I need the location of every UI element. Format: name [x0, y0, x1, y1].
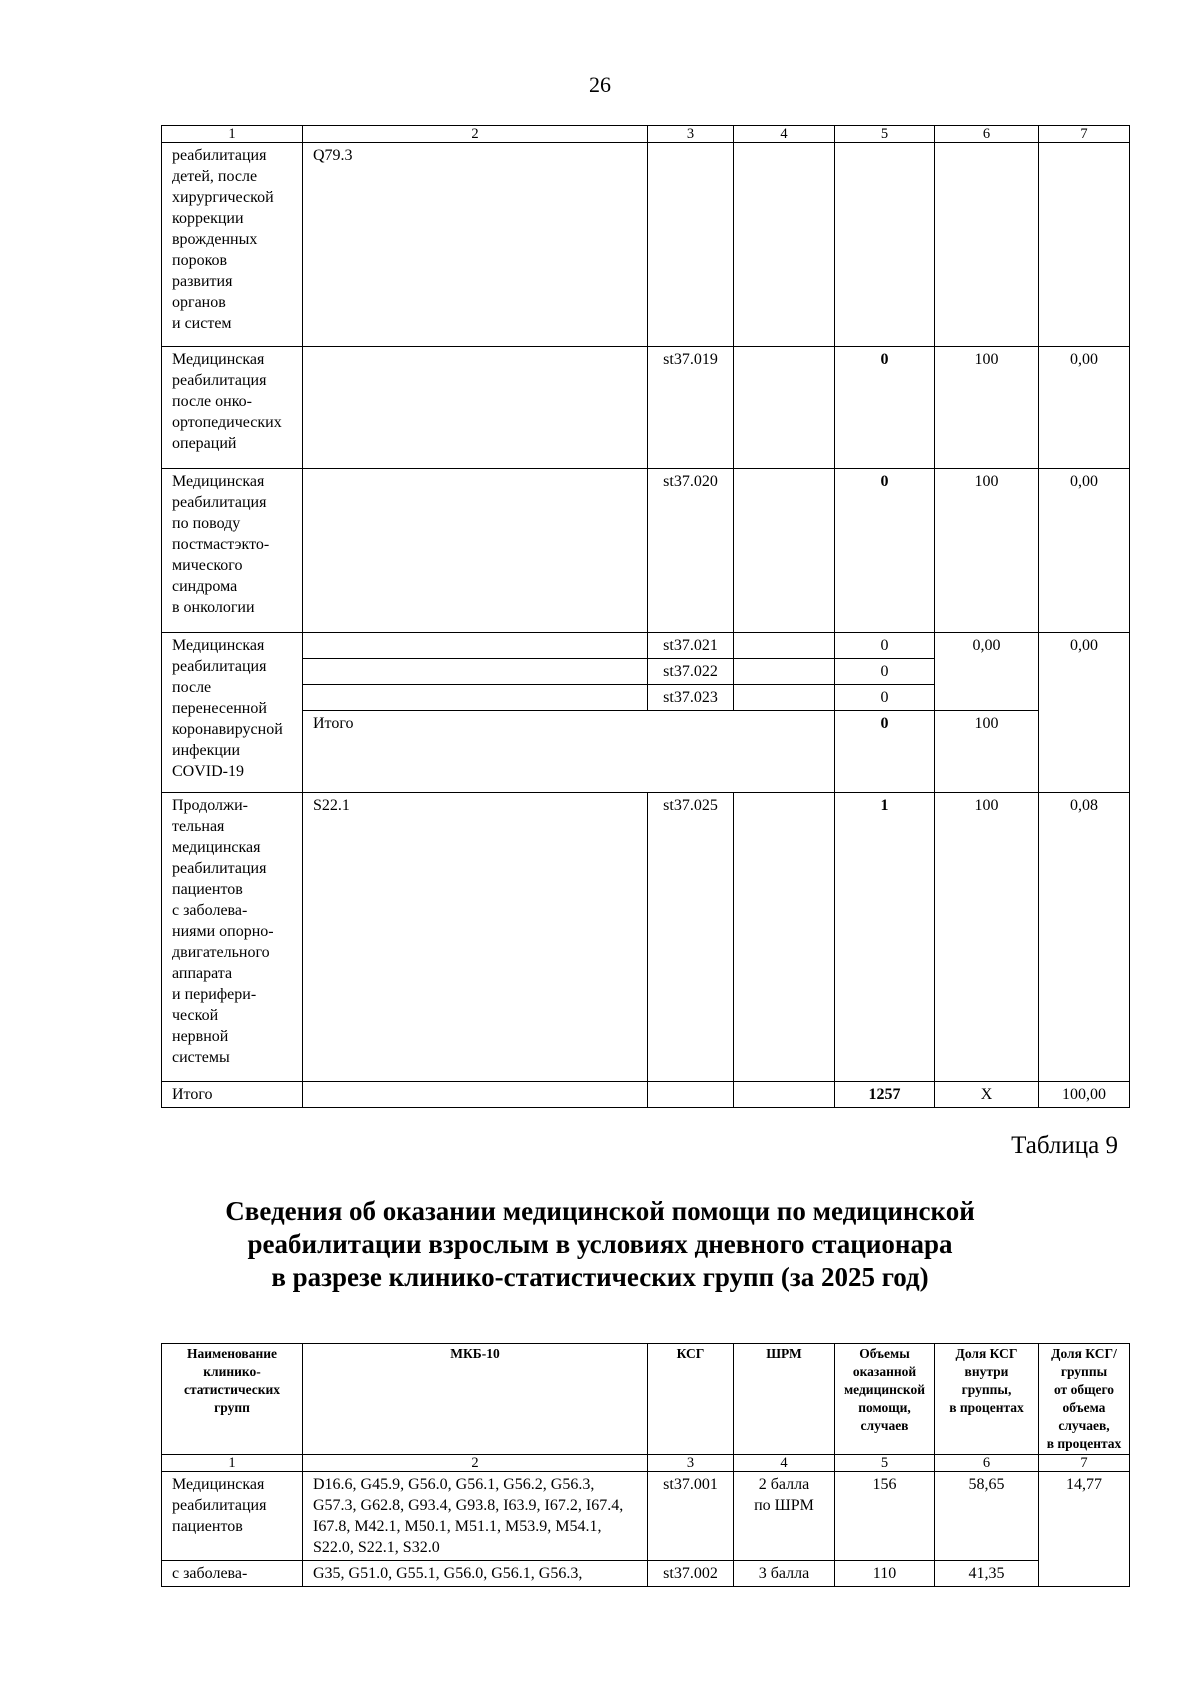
table-continuation: [161, 125, 1130, 1108]
header-share-in-group: Доля КСГ внутри группы, в процентах: [935, 1344, 1039, 1455]
share-total: 0,08: [1039, 793, 1130, 1082]
volume: 156: [835, 1472, 935, 1561]
mkb-codes: [303, 659, 648, 685]
table-row: [162, 347, 1130, 469]
col-number: 3: [648, 126, 734, 143]
header-volume: Объемы оказанной медицинской помощи, случаев: [835, 1344, 935, 1455]
mkb-codes: S22.1: [303, 793, 648, 1082]
mkb-codes: D16.6, G45.9, G56.0, G56.1, G56.2, G56.3, G57.3, G62.8, G93.4, G93.8, I63.9, I67.2, I67.4, I67.8, M42.1, M50.1, M51.1, M53.9, M54.1, S22.0, S22.1, S32.0: [303, 1472, 648, 1561]
share-in-group: 100: [935, 793, 1039, 1082]
col-number: 6: [935, 1455, 1039, 1472]
mkb-codes: [303, 633, 648, 659]
volume: 0: [835, 685, 935, 711]
ksg-code: st37.025: [648, 793, 734, 1082]
share-in-group: 100: [935, 469, 1039, 633]
volume: 0: [835, 469, 935, 633]
col-number: 7: [1039, 126, 1130, 143]
col-number: 6: [935, 126, 1039, 143]
volume: 0: [835, 659, 935, 685]
col-number: 5: [835, 1455, 935, 1472]
group-name: с заболева-: [162, 1561, 303, 1587]
header-group-name: Наименование клинико- статистических групп: [162, 1344, 303, 1455]
col-number: 1: [162, 126, 303, 143]
col-number: 1: [162, 1455, 303, 1472]
ksg-code: [648, 1082, 734, 1108]
subtotal-share-in-group: 100: [935, 711, 1039, 793]
shrm: [734, 469, 835, 633]
share-in-group: 100: [935, 347, 1039, 469]
shrm: [734, 347, 835, 469]
share-total: 14,77: [1039, 1472, 1130, 1587]
share-in-group: 58,65: [935, 1472, 1039, 1561]
subtotal-row: [162, 711, 1130, 793]
header-mkb: МКБ-10: [303, 1344, 648, 1455]
ksg-code: st37.002: [648, 1561, 734, 1587]
table-row: [162, 143, 1130, 347]
shrm: 3 балла: [734, 1561, 835, 1587]
share-in-group: 0,00: [935, 633, 1039, 711]
volume: 1: [835, 793, 935, 1082]
volume: [835, 143, 935, 347]
header-shrm: ШРМ: [734, 1344, 835, 1455]
table-row: [162, 1561, 1130, 1587]
mkb-codes: [303, 347, 648, 469]
ksg-code: st37.001: [648, 1472, 734, 1561]
column-number-row: [162, 1455, 1130, 1472]
shrm: [734, 659, 835, 685]
ksg-code: st37.022: [648, 659, 734, 685]
header-ksg: КСГ: [648, 1344, 734, 1455]
shrm: 2 балла по ШРМ: [734, 1472, 835, 1561]
mkb-codes: Q79.3: [303, 143, 648, 347]
ksg-code: [648, 143, 734, 347]
table-9: [161, 1343, 1130, 1587]
subtotal-label: Итого: [303, 711, 835, 793]
shrm: [734, 1082, 835, 1108]
page-number: 26: [589, 72, 611, 97]
mkb-codes: G35, G51.0, G55.1, G56.0, G56.1, G56.3,: [303, 1561, 648, 1587]
share-total: 0,00: [1039, 347, 1130, 469]
col-number: 2: [303, 1455, 648, 1472]
group-name: Медицинская реабилитация после перенесенной коронавирусной инфекции COVID-19: [162, 633, 303, 793]
mkb-codes: [303, 685, 648, 711]
ksg-code: st37.023: [648, 685, 734, 711]
share-in-group: 41,35: [935, 1561, 1039, 1587]
table-row: [162, 469, 1130, 633]
table-label: Таблица 9: [1011, 1132, 1118, 1159]
mkb-codes: [303, 469, 648, 633]
share-total: 0,00: [1039, 469, 1130, 633]
total-share-in-group: X: [935, 1082, 1039, 1108]
group-name: Медицинская реабилитация по поводу постмастэкто- мического синдрома в онкологии: [162, 469, 303, 633]
volume: 110: [835, 1561, 935, 1587]
col-number: 7: [1039, 1455, 1130, 1472]
col-number: 5: [835, 126, 935, 143]
ksg-code: st37.019: [648, 347, 734, 469]
share-in-group: [935, 143, 1039, 347]
ksg-code: st37.021: [648, 633, 734, 659]
group-name: Медицинская реабилитация пациентов: [162, 1472, 303, 1561]
total-label: Итого: [162, 1082, 303, 1108]
mkb-codes: [303, 1082, 648, 1108]
group-name: реабилитация детей, после хирургической коррекции врожденных пороков развития органов и систем: [162, 143, 303, 347]
volume: 0: [835, 633, 935, 659]
shrm: [734, 685, 835, 711]
shrm: [734, 143, 835, 347]
col-number: 4: [734, 126, 835, 143]
col-number: 3: [648, 1455, 734, 1472]
share-total: 0,00: [1039, 633, 1130, 793]
header-share-total: Доля КСГ/ группы от общего объема случаев, в процентах: [1039, 1344, 1130, 1455]
total-row: [162, 1082, 1130, 1108]
table-row: [162, 633, 1130, 659]
subtotal-volume: 0: [835, 711, 935, 793]
table-title: Сведения об оказании медицинской помощи по медицинской реабилитации взрослым в условиях дневного стационара в разрезе клинико-статистических групп (за 2025 год): [225, 1196, 975, 1292]
ksg-code: st37.020: [648, 469, 734, 633]
table-row: [162, 1472, 1130, 1561]
col-number: 4: [734, 1455, 835, 1472]
col-number: 2: [303, 126, 648, 143]
table-row: [162, 793, 1130, 1082]
shrm: [734, 633, 835, 659]
header-row: [162, 1344, 1130, 1455]
total-share: 100,00: [1039, 1082, 1130, 1108]
shrm: [734, 793, 835, 1082]
share-total: [1039, 143, 1130, 347]
column-number-row: [162, 126, 1130, 143]
group-name: Медицинская реабилитация после онко- ортопедических операций: [162, 347, 303, 469]
total-volume: 1257: [835, 1082, 935, 1108]
group-name: Продолжи- тельная медицинская реабилитация пациентов с заболева- ниями опорно- двигательного аппарата и перифери- ческой нервной системы: [162, 793, 303, 1082]
volume: 0: [835, 347, 935, 469]
